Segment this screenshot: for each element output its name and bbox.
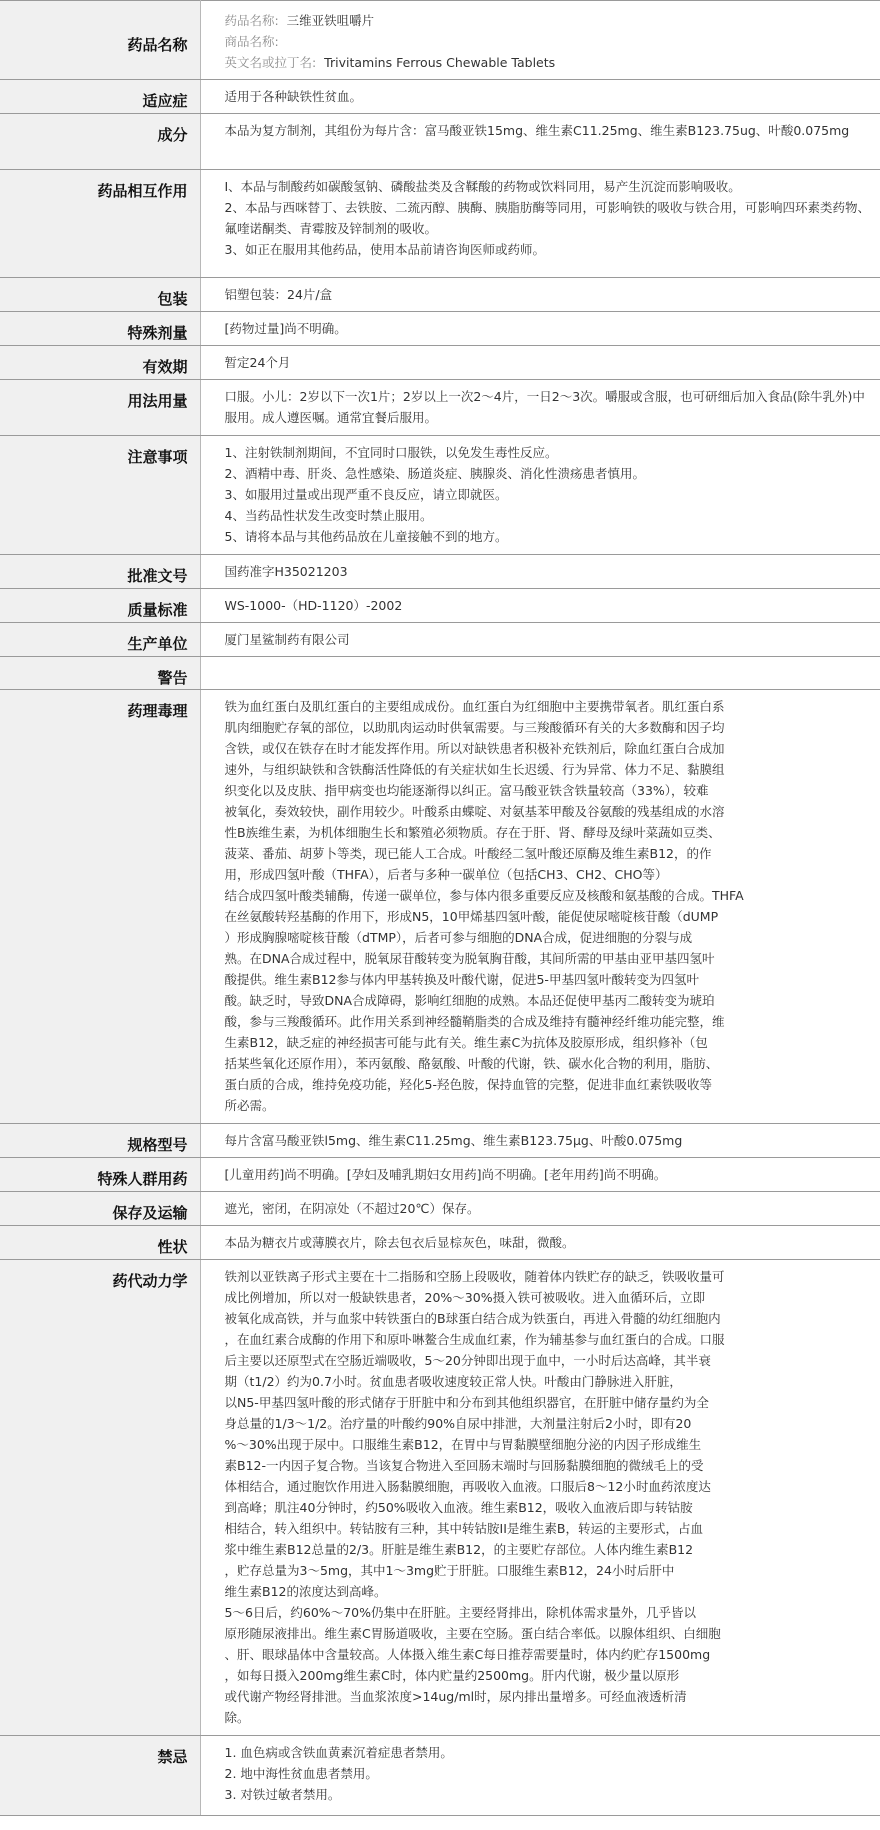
pharmacokinetics-line: 以N5-甲基四氢叶酸的形式储存于肝脏中和分布到其他组织器官，在肝脏中储存量约为全 xyxy=(224,1395,709,1410)
interaction-item: I、本品与制酸药如碳酸氢钠、磷酸盐类及含鞣酸的药物或饮料同用，易产生沉淀而影响吸收。 xyxy=(224,179,741,194)
label-standard: 质量标准 xyxy=(0,589,200,623)
row-pharmacokinetics xyxy=(0,1260,880,1736)
pharmacokinetics-line: 、肝、眼球晶体中含量较高。人体摄入维生素C每日推荐需要量时，体内约贮存1500mg xyxy=(224,1647,711,1662)
pharmacology-line: 肌肉细胞贮存氧的部位，以助肌肉运动时供氧需要。与三羧酸循环有关的大多数酶和因子均 xyxy=(224,720,725,735)
pharmacokinetics-line: 体相结合，通过胞饮作用进入肠黏膜细胞，再吸收入血液。口服后8～12小时血药浓度达 xyxy=(224,1479,711,1494)
label-special-population: 特殊人群用药 xyxy=(0,1158,200,1192)
row-special-dosage xyxy=(0,312,880,346)
value-specification: 每片含富马酸亚铁l5mg、维生素C11.25mg、维生素B123.75μg、叶酸0.075mg xyxy=(200,1124,880,1158)
row-standard xyxy=(0,589,880,623)
pharmacokinetics-line: 维生素B12的浓度达到高峰。 xyxy=(224,1584,387,1599)
value-storage: 遮光，密闭，在阴凉处（不超过20℃）保存。 xyxy=(200,1192,880,1226)
english-name-line xyxy=(225,52,873,73)
value-special-population: [儿童用药]尚不明确。[孕妇及哺乳期妇女用药]尚不明确。[老年用药]尚不明确。 xyxy=(200,1158,880,1192)
label-manufacturer: 生产单位 xyxy=(0,623,200,657)
row-usage xyxy=(0,380,880,436)
label-usage: 用法用量 xyxy=(0,380,200,436)
pharmacology-line: 被氧化，奏效较快，副作用较少。叶酸系由蝶啶、对氨基苯甲酸及谷氨酸的残基组成的水溶 xyxy=(224,804,725,819)
label-contraindications: 禁忌 xyxy=(0,1736,200,1816)
label-precautions: 注意事项 xyxy=(0,436,200,555)
label-appearance: 性状 xyxy=(0,1226,200,1260)
row-precautions xyxy=(0,436,880,555)
english-name-value: Trivitamins Ferrous Chewable Tablets xyxy=(324,55,556,70)
row-contraindications xyxy=(0,1736,880,1816)
row-composition xyxy=(0,114,880,170)
pharmacology-line: 结合成四氢叶酸类辅酶，传递一碳单位，参与体内很多重要反应及核酸和氨基酸的合成。THFA xyxy=(224,888,744,903)
pharmacology-line: 酸提供。维生素B12参与体内甲基转换及叶酸代谢，促进5-甲基四氢叶酸转变为四氢叶 xyxy=(224,972,699,987)
label-pharmacology: 药理毒理 xyxy=(0,690,200,1124)
label-warning: 警告 xyxy=(0,657,200,690)
pharmacokinetics-line: 素B12-一内因子复合物。当该复合物进入至回肠末端时与回肠黏膜细胞的微绒毛上的受 xyxy=(224,1458,704,1473)
pharmacokinetics-line: 浆中维生素B12总量的2/3。肝脏是维生素B12，的主要贮存部位。人体内维生素B12 xyxy=(224,1542,694,1557)
generic-name-line xyxy=(225,10,873,31)
label-composition: 成分 xyxy=(0,114,200,170)
interaction-item: 2、本品与西咪替丁、去铁胺、二巯丙醇、胰酶、胰脂肪酶等同用，可影响铁的吸收与铁合用，可影响四环素类药物、氟喹诺酮类、青霉胺及锌制剂的吸收。 xyxy=(224,200,870,236)
value-manufacturer: 厦门星鲨制药有限公司 xyxy=(200,623,880,657)
value-package: 铝塑包装：24片/盒 xyxy=(200,278,880,312)
contraindication-item: 3. 对铁过敏者禁用。 xyxy=(224,1787,341,1802)
pharmacokinetics-line: %～30%出现于尿中。口服维生素B12，在胃中与胃黏膜壁细胞分泌的内因子形成维生 xyxy=(224,1437,702,1452)
pharmacology-line: 铁为血红蛋白及肌红蛋白的主要组成成份。血红蛋白为红细胞中主要携带氧者。肌红蛋白系 xyxy=(224,699,725,714)
value-pharmacokinetics xyxy=(200,1260,880,1736)
pharmacology-line: 括某些氧化还原作用），苯丙氨酸、酪氨酸、叶酸的代谢，铁、碳水化合物的利用，脂肪、 xyxy=(224,1056,719,1071)
pharmacology-line: 酸，参与三羧酸循环。此作用关系到神经髓鞘脂类的合成及维持有髓神经纤维功能完整，维 xyxy=(224,1014,725,1029)
pharmacokinetics-line: 相结合，转入组织中。转钴胺有三种，其中转钴胺II是维生素B，转运的主要形式，占血 xyxy=(224,1521,703,1536)
row-warning xyxy=(0,657,880,690)
value-special-dosage: [药物过量]尚不明确。 xyxy=(200,312,880,346)
label-indication: 适应症 xyxy=(0,80,200,114)
row-specification xyxy=(0,1124,880,1158)
value-pharmacology xyxy=(200,690,880,1124)
pharmacokinetics-line: 铁剂以亚铁离子形式主要在十二指肠和空肠上段吸收，随着体内铁贮存的缺乏，铁吸收量可 xyxy=(224,1269,725,1284)
label-drug-name: 药品名称 xyxy=(0,1,200,80)
value-approval: 国药准字H35021203 xyxy=(200,555,880,589)
value-appearance: 本品为糖衣片或薄膜衣片，除去包衣后显棕灰色，味甜，微酸。 xyxy=(200,1226,880,1260)
row-interaction xyxy=(0,170,880,278)
precaution-item: 4、当药品性状发生改变时禁止服用。 xyxy=(224,508,433,523)
pharmacology-line: 菠菜、番茄、胡萝卜等类，现已能人工合成。叶酸经二氢叶酸还原酶及维生素B12，的作 xyxy=(224,846,712,861)
value-precautions xyxy=(200,436,880,555)
value-composition: 本品为复方制剂，其组份为每片含：富马酸亚铁15mg、维生素C11.25mg、维生素B123.75ug、叶酸0.075mg xyxy=(200,114,880,170)
precaution-item: 5、请将本品与其他药品放在儿童接触不到的地方。 xyxy=(224,529,508,544)
contraindication-item: 2. 地中海性贫血患者禁用。 xyxy=(224,1766,378,1781)
row-indication xyxy=(0,80,880,114)
label-specification: 规格型号 xyxy=(0,1124,200,1158)
pharmacokinetics-line: 到高峰；肌注40分钟时，约50%吸收入血液。维生素B12，吸收入血液后即与转钴胺 xyxy=(224,1500,693,1515)
pharmacology-line: 性B族维生素，为机体细胞生长和繁殖必须物质。存在于肝、肾、酵母及绿叶菜蔬如豆类、 xyxy=(224,825,721,840)
contraindication-item: 1. 血色病或含铁血黄素沉着症患者禁用。 xyxy=(224,1745,453,1760)
generic-name-value: 三维亚铁咀嚼片 xyxy=(286,13,375,28)
value-drug-name xyxy=(200,1,880,80)
pharmacology-line: 速外，与组织缺铁和含铁酶活性降低的有关症状如生长迟缓、行为异常、体力不足、黏膜组 xyxy=(224,762,725,777)
generic-name-label: 药品名称: xyxy=(224,13,279,28)
pharmacology-line: 生素B12，缺乏症的神经损害可能与此有关。维生素C为抗体及胶原形成，组织修补（包 xyxy=(224,1035,708,1050)
pharmacokinetics-line: 后主要以还原型式在空肠近端吸收，5～20分钟即出现于血中，一小时后达高峰，其半衰 xyxy=(224,1353,711,1368)
pharmacokinetics-line: 或代谢产物经肾排泄。当血浆浓度>14ug/ml时，尿内排出量增多。可经血液透析清 xyxy=(224,1689,687,1704)
row-approval xyxy=(0,555,880,589)
value-warning xyxy=(200,657,880,690)
english-name-label: 英文名或拉丁名: xyxy=(224,55,317,70)
value-interaction xyxy=(200,170,880,278)
pharmacology-line: 织变化以及皮肤、指甲病变也均能逐渐得以纠正。富马酸亚铁含铁量较高（33%），较难 xyxy=(224,783,709,798)
pharmacokinetics-line: 原形随尿液排出。维生素C胃肠道吸收，主要在空肠。蛋白结合率低。以腺体组织、白细胞 xyxy=(224,1626,721,1641)
row-special-population xyxy=(0,1158,880,1192)
pharmacokinetics-line: 被氧化成高铁，并与血浆中转铁蛋白的B球蛋白结合成为铁蛋白，再进入骨髓的幼红细胞内 xyxy=(224,1311,721,1326)
pharmacokinetics-line: 期（t1/2）约为0.7小时。贫血患者吸收速度较正常人快。叶酸由门静脉进入肝脏， xyxy=(224,1374,682,1389)
precaution-item: 1、注射铁制剂期间，不宜同时口服铁，以免发生毒性反应。 xyxy=(224,445,558,460)
label-special-dosage: 特殊剂量 xyxy=(0,312,200,346)
pharmacokinetics-line: ，在血红素合成酶的作用下和原卟啉鳌合生成血红素，作为辅基参与血红蛋白的合成。口服 xyxy=(224,1332,725,1347)
value-validity: 暂定24个月 xyxy=(200,346,880,380)
row-pharmacology xyxy=(0,690,880,1124)
pharmacology-line: 用，形成四氢叶酸（THFA），后者与多种一碳单位（包括CH3、CH2、CHO等） xyxy=(224,867,668,882)
label-interaction: 药品相互作用 xyxy=(0,170,200,278)
row-manufacturer xyxy=(0,623,880,657)
pharmacology-line: 蛋白质的合成，维持免疫功能，羟化5-羟色胺，保持血管的完整，促进非血红素铁吸收等 xyxy=(224,1077,712,1092)
label-storage: 保存及运输 xyxy=(0,1192,200,1226)
value-standard: WS-1000-（HD-1120）-2002 xyxy=(200,589,880,623)
pharmacokinetics-line: 5～6日后，约60%～70%仍集中在肝脏。主要经肾排出，除机体需求量外，几乎皆以 xyxy=(224,1605,696,1620)
pharmacokinetics-line: ，贮存总量为3～5mg，其中1～3mg贮于肝脏。口服维生素B12，24小时后肝中 xyxy=(224,1563,675,1578)
label-approval: 批准文号 xyxy=(0,555,200,589)
value-usage: 口服。小儿：2岁以下一次1片；2岁以上一次2～4片，一日2～3次。嚼服或含服，也可研细后加入食品(除牛乳外)中服用。成人遵医嘱。通常宜餐后服用。 xyxy=(200,380,880,436)
row-validity xyxy=(0,346,880,380)
row-drug-name xyxy=(0,1,880,80)
label-validity: 有效期 xyxy=(0,346,200,380)
label-pharmacokinetics: 药代动力学 xyxy=(0,1260,200,1736)
row-package xyxy=(0,278,880,312)
value-indication: 适用于各种缺铁性贫血。 xyxy=(200,80,880,114)
value-contraindications xyxy=(200,1736,880,1816)
precaution-item: 2、酒精中毒、肝炎、急性感染、肠道炎症、胰腺炎、消化性溃疡患者慎用。 xyxy=(224,466,645,481)
pharmacology-line: ）形成胸腺嘧啶核苷酸（dTMP），后者可参与细胞的DNA合成，促进细胞的分裂与成 xyxy=(224,930,693,945)
trade-name-line xyxy=(225,31,873,52)
trade-name-label: 商品名称: xyxy=(224,34,279,49)
precaution-item: 3、如服用过量或出现严重不良反应，请立即就医。 xyxy=(224,487,508,502)
pharmacology-line: 所必需。 xyxy=(224,1098,275,1113)
pharmacokinetics-line: ，如每日摄入200mg维生素C时，体内贮量约2500mg。肝内代谢，极少量以原形 xyxy=(224,1668,680,1683)
label-package: 包装 xyxy=(0,278,200,312)
interaction-item: 3、如正在服用其他药品，使用本品前请咨询医师或药师。 xyxy=(224,242,545,257)
pharmacology-line: 熟。在DNA合成过程中，脱氧尿苷酸转变为脱氧胸苷酸，其间所需的甲基由亚甲基四氢叶 xyxy=(224,951,715,966)
pharmacokinetics-line: 除。 xyxy=(224,1710,250,1725)
pharmacokinetics-line: 成比例增加，所以对一般缺铁患者，20%～30%摄入铁可被吸收。进入血循环后，立即 xyxy=(224,1290,706,1305)
pharmacology-line: 含铁，或仅在铁存在时才能发挥作用。所以对缺铁患者积极补充铁剂后，除血红蛋白合成加 xyxy=(224,741,725,756)
pharmacology-line: 酸。缺乏时，导致DNA合成障碍，影响红细胞的成熟。本品还促使甲基丙二酸转变为琥珀 xyxy=(224,993,715,1008)
row-storage xyxy=(0,1192,880,1226)
pharmacology-line: 在丝氨酸转羟基酶的作用下，形成N5，10甲烯基四氢叶酸，能促使尿嘧啶核苷酸（dUMP xyxy=(224,909,719,924)
row-appearance xyxy=(0,1226,880,1260)
pharmacokinetics-line: 身总量的1/3～1/2。治疗量的叶酸约90%自尿中排泄，大剂量注射后2小时，即有20 xyxy=(224,1416,692,1431)
